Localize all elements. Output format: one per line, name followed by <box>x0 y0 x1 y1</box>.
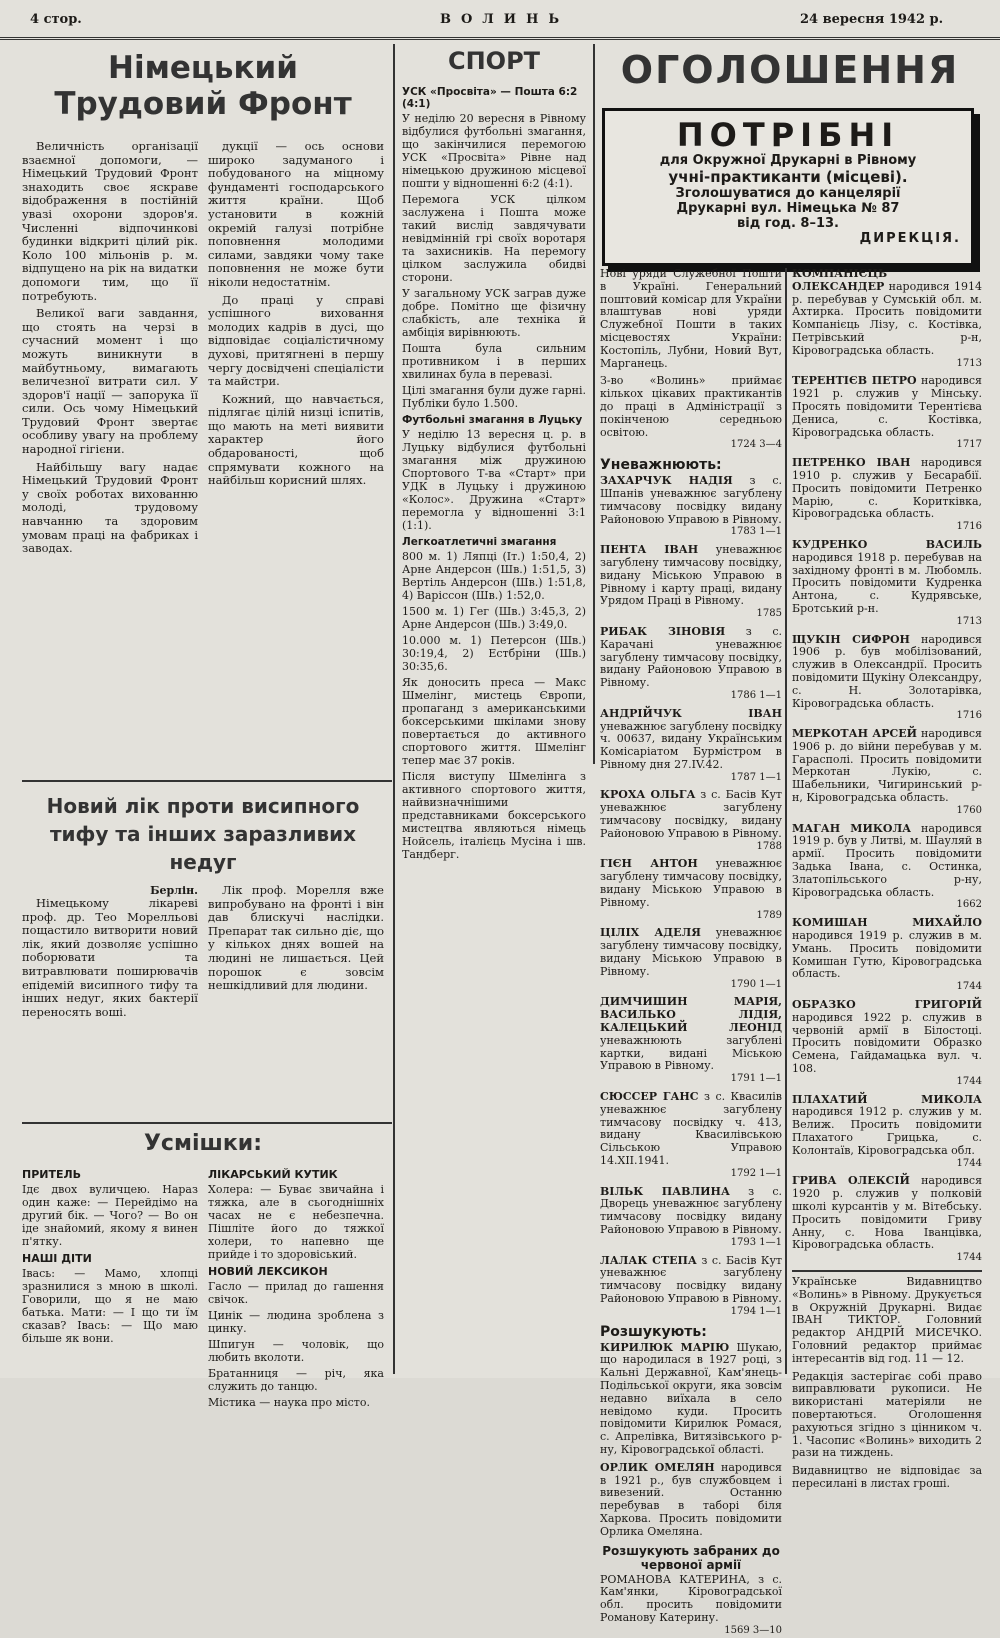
joke-text: Ідє двох вуличцею. Нараз один каже: — Перейдімо на другий бік. — Чого? — Во он іде знайомий, якому я винен п'ятку. <box>22 1183 198 1248</box>
invalid-notice-id: 1786 1—1 <box>730 689 782 701</box>
invalid-notice-name: КРОХА ОЛЬГА <box>600 788 696 802</box>
missing-person <box>792 268 982 370</box>
invalid-notice <box>600 1255 782 1319</box>
invalid-notice-name: СЮССЕР ГАНС <box>600 1090 699 1104</box>
invalid-notice-text: уневажнює загублену тимчасову посвідку, видану Міською Управою в Рівному. <box>600 857 782 909</box>
lexicon-entry: Гасло — прилад до гашення свічок. <box>208 1280 384 1306</box>
missing-person-id: 1713 <box>956 357 982 369</box>
jokes-section <box>22 1130 384 1409</box>
missing-person <box>792 457 982 534</box>
invalid-notice-id: 1785 <box>756 608 782 620</box>
invalid-notice <box>600 1091 782 1181</box>
labor-front-headline: Німецький Трудовий Фронт <box>54 50 352 122</box>
paragraph: Лік проф. Морелля вже випробувано на фронті і він дав блискучі наслідки. Препарат так сильно діє, що у кількох днях вошей на людині не лишається. Цей порошок є зовсім нешкідливий для людини. <box>208 883 384 993</box>
invalid-notice-text: з с. Карачані уневажнює загублену тимчасову посвідку, видану Районовою Управою в Рівному. <box>600 624 782 690</box>
lexicon-entry: Шпигун — чоловік, що любить вколоти. <box>208 1338 384 1364</box>
missing-person-text: народився 1919 р. був у Литві, м. Шауляй в армії. Просить повідомити Задька Івана, с. Остинка, Златопільського р-ну, Кіровоградська область. <box>792 821 982 899</box>
notice <box>600 375 782 452</box>
invalid-notice-text: уневажнює загублену тимчасову посвідку, видану Міською Управою в Рівному. <box>600 926 782 978</box>
column-rule <box>593 44 595 764</box>
paragraph: Величність організації взаємної допомоги, — Німецький Трудовий Фронт знаходить своє яскраве відображення в постійній увазі охорони здоров'я. Численні відпочинкові будинки відкриті цілий рік. Коло 100 мільонів р. м. відпущено на рік на видатки допомоги тим, що її потребують. <box>22 139 198 303</box>
invalid-notice <box>600 996 782 1086</box>
imprint: Видавництво не відповідає за пересилані в листах гроші. <box>792 1464 982 1490</box>
missing-person-text: народився 1914 р. перебував у Сумській обл. м. Ахтирка. Просить повідомити Компанієць Лізу, с. Костівка, Петрівський р-н, Кіровоградська область. <box>792 279 982 357</box>
ads-header <box>600 44 980 104</box>
search-list <box>600 1342 782 1539</box>
paragraph: Кожний, що навчається, підлягає цілій низці іспитів, що мають на меті виявити характер його обдарованості, щоб спрямувати кожного на найбільш корисний шлях. <box>208 391 384 488</box>
missing-person-text: народився 1918 р. перебував на західному фронті в м. Любомль. Просить повідомити Кудренка Антона, с. Кудрявське, Бротський р-н. <box>792 550 982 615</box>
notice-text: РОМАНОВА КАТЕРИНА, з с. Кам'янки, Кіровоградської обл. просить повідомити Романову Катерину. <box>600 1572 782 1624</box>
invalid-notice-id: 1789 <box>756 909 782 921</box>
invalid-notice-id: 1794 1—1 <box>730 1305 782 1317</box>
missing-person-id: 1744 <box>956 1157 982 1169</box>
invalid-notice-id: 1788 <box>756 840 782 852</box>
lutsk-title: Футбольні змагання в Луцьку <box>402 414 583 426</box>
paragraph: У неділю 13 вересня ц. р. в Луцьку відбулися футбольні змагання між дружиною Спортового Т-ва «Старт» при УДК в Луцьку і дружиною «Колос». Дружина «Старт» перемогла у відношенні 3:1 (1:1). <box>402 428 586 532</box>
invalid-notice-id: 1783 1—1 <box>730 526 782 538</box>
persons-column <box>792 267 983 1490</box>
invalid-notice-text: уневажнює загублену посвідку ч. 00637, видану Українським Комісаріатом Бурмістром в Рівному дня 27.IV.42. <box>600 719 782 771</box>
article-labor-front <box>22 44 384 774</box>
page-number: 4 стор. <box>30 12 82 27</box>
lexicon-entry: Братанниця — річ, яка служить до танцю. <box>208 1367 384 1393</box>
masthead <box>0 0 1000 40</box>
paragraph: Великої ваги завдання, що стоять на черзі в сучасний момент і що можуть виникнути в майбутньому, вимагають величезної витрати сил. У здоров'ї нації — запорука її сили. Ось чому Німецький Трудовий Фронт звертає особливу увагу на проблему народної гігієни. <box>22 306 198 457</box>
paragraph: У неділю 20 вересня в Рівному відбулися футбольні змагання, що закінчилися перемогою УСК «Просвіта» Рівне над німецькою дружиною місцевої пошти у відношенні 6:2 (4:1). <box>402 112 586 190</box>
paper-title: ВОЛИНЬ <box>440 12 570 27</box>
joke-title: ПРИТЕЛЬ <box>22 1168 82 1181</box>
notice-id: 1569 3—10 <box>724 1624 782 1636</box>
invalid-notice <box>600 1186 782 1250</box>
invalid-notice-text: з с. Квасилів уневажнює загублену тимчасову посвідку ч. 413, видану Квасилівською Сільською Управою 14.XII.1941. <box>600 1090 783 1167</box>
ad-line: Друкарні вул. Німецька № 87 <box>676 201 900 216</box>
invalid-notice-name: ВІЛЬК ПАВЛИНА <box>600 1184 730 1198</box>
missing-person-text: народився 1906 р. був мобілізований, служив в Олександрії. Просить повідомити Щукіну Олександру, с. Н. Золотарівка, Кіровоградська область. <box>792 632 982 710</box>
joke-text: Івась: — Мамо, хлопці зразнилися з мною в школі. Говорили, що я не маю батька. Мати: — І що ти їм сказав? Івась: — Що маю більше як вони. <box>22 1267 198 1345</box>
missing-person-id: 1744 <box>956 1075 982 1087</box>
medicine-headline: Новий лік проти висипного тифу та інших заразливих недуг <box>46 794 360 874</box>
missing-person-name: КОМИШАН МИХАЙЛО <box>792 916 982 930</box>
invalid-notice-id: 1790 1—1 <box>730 978 782 990</box>
invalid-notice-name: РИБАК ЗІНОВІЯ <box>600 624 726 638</box>
missing-person-name: ОБРАЗКО ГРИГОРІЙ <box>792 998 982 1012</box>
invalid-notice-id: 1791 1—1 <box>730 1073 782 1085</box>
persons-list <box>792 268 982 1265</box>
paragraph: До праці у справі успішного виховання молодих кадрів в дусі, що відповідає соціалістичному духові, притягнені в першу чергу досвідчені спеціалісти та майстри. <box>208 292 384 389</box>
search-notice <box>600 1342 782 1457</box>
missing-person <box>792 634 982 724</box>
notice: Нові уряди Служебної Пошти в Україні. Генеральний поштовий комісар для України влаштував нові уряди Служебної Пошти в таких місцевостях України: Костопіль, Лубни, Новий Вут, Марганець. <box>600 267 782 370</box>
missing-person-text: народився 1920 р. служив у полковій школі курсантів у м. Вітебську. Просить повідомити Гриву Анну, с. Нова Іванцівка, Кіровоградська область. <box>792 1174 983 1252</box>
invalid-notice <box>600 544 782 621</box>
missing-person <box>792 823 982 913</box>
invalid-notice-text: уневажнює загублену тимчасову посвідку, видану Міською Управою в Рівному і карту праці, видану Урядом Праці в Рівному. <box>600 543 783 608</box>
section-rule <box>22 780 392 782</box>
invalid-notice <box>600 708 782 785</box>
search-notice-text: Шукаю, що народилася в 1927 році, з Кальні Державної, Кам'янець-Подільської округи, яка зовсім недавно виїхала в село невідомо куди. Просить повідомити Кирилюк Ромася, с. Апрелівка, Витязівського р-ну, Кіровоградської області. <box>600 1340 782 1456</box>
paragraph: дукції — ось основи широко задуманого і побудованого на міцному фундаменті господарського життя країни. Щоб установити в кожній окремій галузі потрібне поповнення молодими силами, завдяки чому таке поповнення не може бути ніколи недостатнім. <box>208 139 384 289</box>
missing-person <box>792 917 982 994</box>
invalid-list <box>600 475 782 1318</box>
lexicon-entry: Цинік — людина зроблена з цинку. <box>208 1309 384 1335</box>
joke-title: НАШІ ДІТИ <box>22 1252 92 1265</box>
sport-column <box>402 44 586 1374</box>
missing-person <box>792 728 982 818</box>
invalid-notice-name: ЛАЛАК СТЕПА <box>600 1253 697 1267</box>
result-line: 1500 м. 1) Гег (Шв.) 3:45,3, 2) Арне Андерсон (Шв.) 3:49,0. <box>402 605 586 631</box>
result-line: 800 м. 1) Ляпці (Іт.) 1:50,4, 2) Арне Андерсон (Шв.) 1:51,5, 3) Вертіль Андерсон (Шв.) 1:51,8, 4) Варіссон (Шв.) 1:52,0. <box>402 550 586 602</box>
missing-person-name: МЕРКОТАН АРСЕЙ <box>792 727 918 741</box>
imprint-rule <box>792 1270 982 1272</box>
paragraph: Як доносить преса — Макс Шмелінг, мистець Європи, пропаганд з американськими боксерськими шкілами знову повертається до активного спортового життя. Шмелінг тепер має 37 років. <box>402 676 586 767</box>
ad-line: Зголошуватися до канцелярії <box>675 186 901 201</box>
missing-person-id: 1716 <box>956 710 982 722</box>
missing-person-name: ТЕРЕНТІЄВ ПЕТРО <box>792 374 917 388</box>
missing-person-id: 1760 <box>956 804 982 816</box>
invalid-title: Уневажнюють: <box>600 457 722 474</box>
doctor-corner-text: Холера: — Буває звичайна і тяжка, але в сьогоднішніх часах не є небезпечна. Пішліте його до тяжкої холери, то напевно ще прийде і то здоровіський. <box>208 1183 384 1261</box>
imprint: Редакція застерігає собі право виправлювати рукописи. Не використані матеріяли не повертаються. Оголошення рахуються згідно з цінником ч. 1. Часопис «Волинь» виходить 2 рази на тиждень. <box>792 1369 982 1460</box>
missing-person-name: ПЛАХАТИЙ МИКОЛА <box>792 1092 982 1106</box>
ad-line: учні-практиканти (місцеві). <box>668 168 908 186</box>
missing-person <box>792 375 982 452</box>
invalid-notice-name: ГІЄН АНТОН <box>600 857 698 871</box>
lexicon-entry: Містика — наука про місто. <box>208 1396 371 1409</box>
invalid-notice-text: уневажнюють загублені картки, видані Міською Управою в Рівному. <box>600 1033 782 1073</box>
invalid-notice-id: 1787 1—1 <box>730 771 782 783</box>
notice <box>600 1574 782 1638</box>
ad-big-word: ПОТРІБНІ <box>676 116 900 154</box>
missing-person-id: 1662 <box>956 899 982 911</box>
invalid-notice-name: ДИМЧИШИН МАРІЯ, ВАСИЛЬКО ЛІДІЯ, КАЛЕЦЬКИЙ ЛЕОНІД <box>600 995 782 1035</box>
notice-text: З-во «Волинь» приймає кількох цікавих практикантів до праці в Адміністрації з покінченою середньою освітою. <box>600 374 782 439</box>
match-title: УСК «Просвіта» — Пошта 6:2 (4:1) <box>402 86 578 110</box>
missing-person-text: народився 1921 р. служив у Мінську. Просять повідомити Терентієва Дениса, с. Костівка, Кіровоградська область. <box>792 374 982 439</box>
search-title: Розшукують: <box>600 1323 707 1340</box>
missing-person-text: народився 1910 р. служив у Бесарабії. Просить повідомити Петренко Марію, с. Коритківка, Кіровоградська область. <box>792 456 982 521</box>
invalid-notice-text: з с. Басів Кут уневажнює загублену тимчасову посвідку, видану Районовою Управою в Рівному. <box>600 788 782 840</box>
notices-column <box>600 267 783 1636</box>
article-new-medicine <box>22 792 384 1112</box>
dateline: Берлін. <box>150 884 198 897</box>
missing-person-text: народився 1906 р. до війни перебував у м. Гарасполі. Просить повідомити Меркотан Лукію, с. Шабельники, Чигиринський р-н, Кіровоградська область. <box>792 727 982 805</box>
missing-person-text: народився 1919 р. служив в м. Умань. Просить повідомити Комишан Гутю, Кіровоградська область. <box>792 929 982 981</box>
result-line: 10.000 м. 1) Петерсон (Шв.) 30:19,4, 2) Естбріни (Шв.) 30:35,6. <box>402 634 586 673</box>
missing-person-name: ПЕТРЕНКО ІВАН <box>792 456 911 470</box>
column-rule <box>785 268 787 1374</box>
search-notice-text: народився в 1921 р., був службовцем і вивезений. Останню перебував в таборі біля Харкова. Просить повідомити Орлика Омеляна. <box>600 1460 782 1538</box>
missing-person-id: 1713 <box>956 615 982 627</box>
invalid-notice <box>600 927 782 991</box>
invalid-notice-name: АНДРІЙЧУК ІВАН <box>600 706 782 720</box>
paragraph: Перемога УСК цілком заслужена і Пошта може такий вислід завдячувати невідмінній грі своїх воротаря та захисників. На перемогу цілком заслужила обидві сторони. <box>402 193 586 284</box>
invalid-notice <box>600 626 782 703</box>
issue-date: 24 вересня 1942 р. <box>800 12 944 27</box>
missing-person <box>792 1175 982 1265</box>
ad-signature: ДИРЕКЦІЯ. <box>859 231 961 246</box>
search-notice-name: КИРИЛЮК МАРІЮ <box>600 1340 730 1354</box>
invalid-notice-text: з с. Басів Кут уневажнює загублену тимчасову посвідку видану Районовою Управою в Рівному. <box>600 1253 782 1305</box>
missing-person <box>792 539 982 629</box>
missing-person-name: ГРИВА ОЛЕКСІЙ <box>792 1174 910 1188</box>
paragraph: Цілі змагання були дуже гарні. Публіки було 1.500. <box>402 384 586 410</box>
missing-person-text: народився 1912 р. служив у м. Велиж. Просить повідомити Плахатого Грицька, с. Колонтаїв, Кіровоградська обл. <box>792 1105 982 1157</box>
invalid-notice-name: ПЕНТА ІВАН <box>600 543 699 557</box>
missing-person-id: 1744 <box>956 1252 982 1264</box>
missing-person-name: КУДРЕНКО ВАСИЛЬ <box>792 537 982 551</box>
invalid-notice-name: ЦІЛІХ АДЕЛЯ <box>600 926 701 940</box>
athletics-title: Легкоатлетичні змагання <box>402 536 557 548</box>
missing-person-text: народився 1922 р. служив в червоній армії в Білостоці. Просить повідомити Образко Семена, Гайдамацька вул. ч. 108. <box>792 1010 982 1076</box>
missing-person-id: 1717 <box>956 439 982 451</box>
ads-headline: ОГОЛОШЕННЯ <box>620 48 960 92</box>
prisoners-title: Розшукують забраних до червоної армії <box>602 1543 780 1572</box>
missing-person-id: 1716 <box>956 521 982 533</box>
ad-line: для Окружної Друкарні в Рівному <box>659 153 917 168</box>
missing-person-name: МАГАН МИКОЛА <box>792 821 912 835</box>
paragraph: Німецькому лікареві проф. др. Тео Морелльові пощастило витворити новий лік, який дозволяє успішно поборювати та витравлювати поширювачів епідемій висипного тифу та інших недуг, яких бактерії переносять воші. <box>22 896 198 1019</box>
column-rule <box>393 44 395 1374</box>
notice-id: 1724 3—4 <box>730 439 782 451</box>
invalid-notice <box>600 858 782 922</box>
missing-person-name: КОМПАНІЄЦЬ ОЛЕКСАНДЕР <box>792 267 888 293</box>
invalid-notice-text: з с. Шпанів уневажнює загублену тимчасову посвідку видану Районовою Управою в Рівному. <box>600 474 782 526</box>
ad-line: від год. 8–13. <box>737 216 839 231</box>
invalid-notice-id: 1792 1—1 <box>730 1167 782 1179</box>
printing-house-ad <box>602 108 974 266</box>
sport-headline: СПОРТ <box>447 47 541 75</box>
section-rule <box>22 1122 392 1124</box>
invalid-notice-text: з с. Дворець уневажнює загублену тимчасову посвідку видану Районовою Управою в Рівному. <box>600 1184 783 1236</box>
invalid-notice <box>600 789 782 853</box>
paragraph: Після виступу Шмелінга з активного спортового життя, найвизначнішими представниками боксерського мистецтва являються німець Нойсель, італієць Мусіна і шв. Тандберг. <box>402 770 586 861</box>
invalid-notice <box>600 475 782 539</box>
missing-person-name: ЩУКІН СИФРОН <box>792 632 910 646</box>
jokes-headline: Усмішки: <box>143 1131 263 1156</box>
paragraph: У загальному УСК заграв дуже добре. Помітно ще фізичну слабкість, але техніка й амбіція вирівнюють. <box>402 287 586 339</box>
paragraph: Пошта була сильним противником і в перших хвилинах була в перевазі. <box>402 342 586 381</box>
imprint: Українське Видавництво «Волинь» в Рівному. Друкується в Окружній Друкарні. Видає ІВАН ТИКТОР. Головний редактор АНДРІЙ МИСЕЧКО. Головний редактор приймає інтересантів від год. 11 — 12. <box>792 1274 982 1365</box>
invalid-notice-id: 1793 1—1 <box>730 1236 782 1248</box>
paragraph: Найбільшу вагу надає Німецький Трудовий Фронт у своїх роботах вихованню молоді, трудовому навчанню та здоровим умовам праці на фабриках і заводах. <box>22 459 198 556</box>
search-notice <box>600 1462 782 1539</box>
invalid-notice-name: ЗАХАРЧУК НАДІЯ <box>600 474 733 488</box>
search-notice-name: ОРЛИК ОМЕЛЯН <box>600 1460 715 1474</box>
missing-person-id: 1744 <box>956 981 982 993</box>
missing-person <box>792 999 982 1089</box>
lexicon-title: НОВИЙ ЛЕКСИКОН <box>208 1265 328 1278</box>
missing-person <box>792 1094 982 1171</box>
doctor-corner-title: ЛІКАРСЬКИЙ КУТИК <box>208 1168 338 1181</box>
